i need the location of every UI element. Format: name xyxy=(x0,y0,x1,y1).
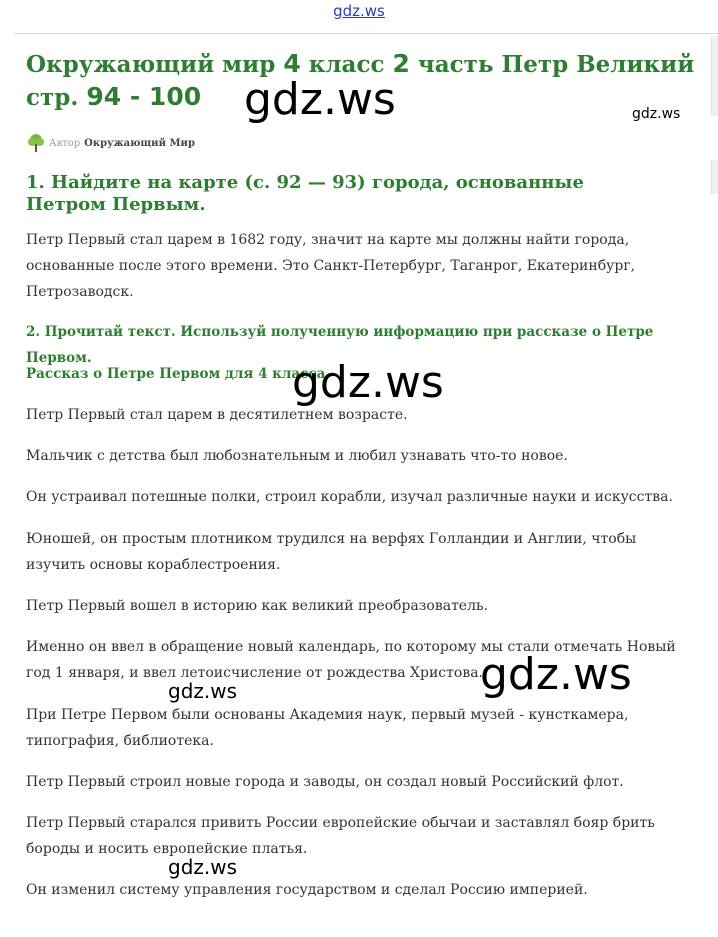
question-1-heading: 1. Найдите на карте (с. 92 — 93) города, основанные Петром Первым. xyxy=(26,172,584,215)
story-paragraph: Он изменил систему управления государством и сделал Россию империей. xyxy=(26,882,588,898)
watermark: gdz.ws xyxy=(168,679,238,703)
story-subheading: Рассказ о Петре Первом для 4 класса xyxy=(26,366,326,382)
watermark: gdz.ws xyxy=(244,74,396,125)
page-title: Окружающий мир 4 класс 2 часть Петр Великий стр. 94 - 100 xyxy=(26,49,695,111)
story-paragraph: Именно он ввел в обращение новый календарь, по которому мы стали отмечать Новый год 1 января, и ввел летоисчисление от рождества Христова. xyxy=(26,639,676,681)
watermark: gdz.ws xyxy=(480,649,632,700)
watermark: gdz.ws xyxy=(632,106,681,122)
story-paragraph: Он устраивал потешные полки, строил корабли, изучал различные науки и искусства. xyxy=(26,489,673,505)
story-paragraph: При Петре Первом были основаны Академия наук, первый музей - кунсткамера, типография, библиотека. xyxy=(26,707,629,749)
tree-icon xyxy=(26,133,46,153)
story-paragraph: Петр Первый строил новые города и заводы, он создал новый Российский флот. xyxy=(26,774,624,790)
author-line xyxy=(26,133,195,153)
next-section-heading-cut xyxy=(26,917,426,937)
watermark: gdz.ws xyxy=(168,855,238,879)
author-name[interactable]: Окружающий Мир xyxy=(84,137,195,149)
story-paragraph: Юношей, он простым плотником трудился на верфях Голландии и Англии, чтобы изучить основы кораблестроения. xyxy=(26,531,637,573)
story-paragraph: Петр Первый стал царем в десятилетнем возрасте. xyxy=(26,407,408,423)
top-divider xyxy=(14,33,718,34)
story-paragraph: Мальчик с детства был любознательным и любил узнавать что-то новое. xyxy=(26,448,568,464)
watermark: gdz.ws xyxy=(292,357,444,408)
story-paragraph: Петр Первый старался привить России европейские обычаи и заставлял бояр брить бороды и носить европейские платья. xyxy=(26,815,655,857)
question-1-answer: Петр Первый стал царем в 1682 году, значит на карте мы должны найти города, основанные после этого времени. Это Санкт-Петербург, Таганрог, Екатеринбург, Петрозаводск. xyxy=(26,232,636,300)
right-edge-panel xyxy=(711,160,718,194)
question-2-heading: 2. Прочитай текст. Используй полученную информацию при рассказе о Петре Первом. xyxy=(26,324,654,366)
author-prefix: Автор xyxy=(49,137,81,149)
story-paragraph: Петр Первый вошел в историю как великий преобразователь. xyxy=(26,598,489,614)
right-edge-panel xyxy=(711,36,718,116)
top-watermark-link[interactable]: gdz.ws xyxy=(333,2,385,20)
